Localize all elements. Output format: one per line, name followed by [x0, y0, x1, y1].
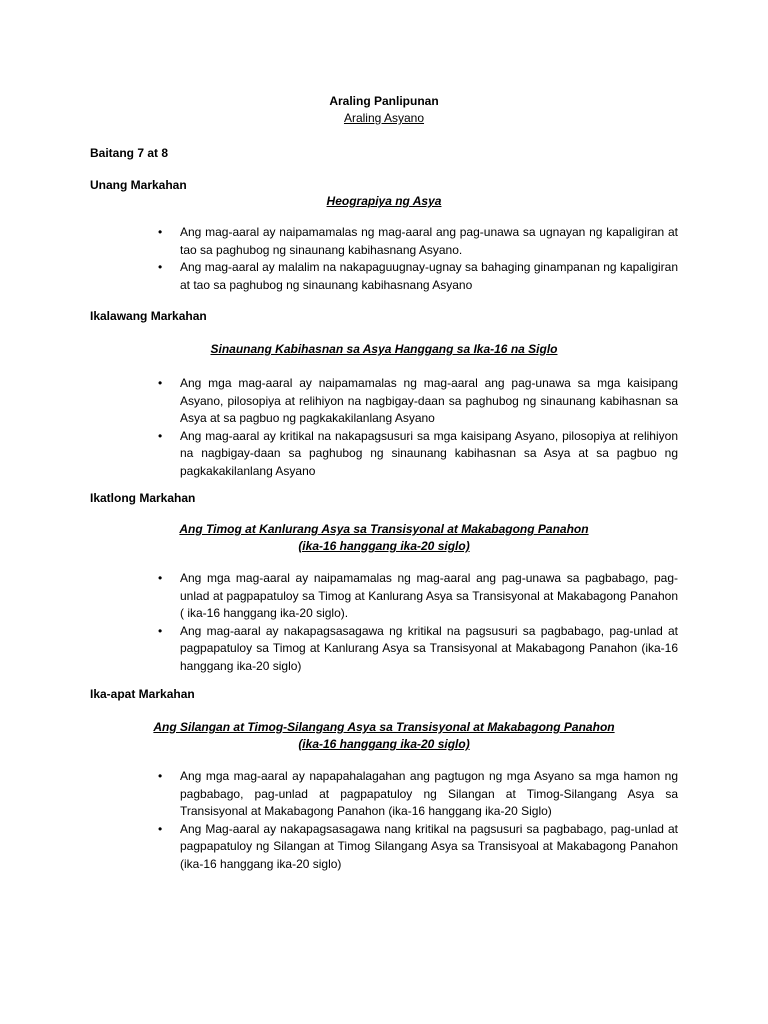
- list-item-text: Ang mga mag-aaral ay naipamamalas ng mag-aaral ang pag-unawa sa pagbabago, pag-unlad at pagpapatuloy sa Timog at Kanlurang Asya sa Transisyonal at Makabagong Panahon ( ika-16 hanggang ika-20 siglo).: [180, 571, 678, 620]
- quarter-4-heading: Ang Silangan at Timog-Silangang Asya sa Transisyonal at Makabagong Panahon: [153, 720, 615, 734]
- list-item-text: Ang mag-aaral ay malalim na nakapaguugnay-ugnay sa bahaging ginampanan ng kapaligiran at tao sa paghubog ng sinaunang kabihasnang Asyano: [180, 260, 678, 292]
- list-item-text: Ang mga mag-aaral ay napapahalagahan ang pagtugon ng mga Asyano sa mga hamon ng pagbabago, pag-unlad at pagpapatuloy ng Silangan at Timog-Silangang Asya sa Transisyonal at Makabagong Panahon (ika-16 hanggang ika-20 Siglo): [180, 769, 678, 818]
- bullet-icon: •: [158, 225, 163, 239]
- bullet-icon: •: [158, 821, 163, 836]
- quarter-4-label: Ika-apat Markahan: [90, 687, 195, 701]
- quarter-2-bullet-list: [90, 375, 678, 480]
- list-item-text: Ang mga mag-aaral ay naipamamalas ng mag-aaral ang pag-unawa sa mga kaisipang Asyano, pilosopiya at relihiyon na nagbigay-daan sa paghubog ng sinaunang kabihasnan sa Asya at sa pagbuo ng pagkakakilanlang Asyano: [180, 376, 678, 425]
- document-title: Araling Panlipunan: [329, 94, 439, 108]
- quarter-4-heading-line2: (ika-16 hanggang ika-20 siglo): [298, 737, 470, 751]
- list-item: [90, 375, 678, 428]
- bullet-icon: •: [158, 376, 163, 390]
- quarter-1-heading: Heograpiya ng Asya: [326, 194, 442, 208]
- bullet-icon: •: [158, 769, 163, 783]
- list-item-text: Ang mag-aaral ay nakapagsasagawa ng kritikal na pagsusuri sa pagbabago, pag-unlad at pagpapatuloy sa Timog at Kanlurang Asya sa Transisyonal at Makabagong Panahon (ika-16 hanggang ika-20 siglo): [180, 623, 678, 673]
- quarter-1-bullet-list: [90, 224, 678, 294]
- list-item: [90, 623, 678, 676]
- list-item-text: Ang mag-aaral ay kritikal na nakapagsusuri sa mga kaisipang Asyano, pilosopiya at relihiyon na nagbigay-daan sa paghubog ng sinaunang kabihasnan sa Asya at sa pagbuo ng pagkakakilanlang Asyano: [180, 428, 678, 478]
- list-item: [90, 570, 678, 623]
- list-item: [90, 428, 678, 481]
- quarter-4-bullet-list: [90, 768, 678, 873]
- grade-label: Baitang 7 at 8: [90, 146, 169, 160]
- quarter-3-heading-line2: (ika-16 hanggang ika-20 siglo): [298, 539, 470, 553]
- list-item: [90, 259, 678, 294]
- quarter-2-label: Ikalawang Markahan: [90, 309, 207, 323]
- bullet-icon: •: [158, 571, 163, 585]
- list-item: [90, 768, 678, 821]
- bullet-icon: •: [158, 428, 163, 443]
- list-item-text: Ang mag-aaral ay naipamamalas ng mag-aaral ang pag-unawa sa ugnayan ng kapaligiran at tao sa paghubog ng sinaunang kabihasnang Asyano.: [180, 225, 678, 257]
- list-item: [90, 224, 678, 259]
- quarter-3-bullet-list: [90, 570, 678, 675]
- quarter-2-heading: Sinaunang Kabihasnan sa Asya Hanggang sa Ika-16 na Siglo: [210, 342, 558, 356]
- bullet-icon: •: [158, 260, 163, 274]
- document-subtitle: Araling Asyano: [343, 111, 425, 125]
- bullet-icon: •: [158, 623, 163, 638]
- list-item-text: Ang Mag-aaral ay nakapagsasagawa nang kritikal na pagsusuri sa pagbabago, pag-unlad at pagpapatuloy ng Silangan at Timog Silangang Asya sa Transisyoal at Makabagong Panahon (ika-16 hanggang ika-20 siglo): [180, 821, 678, 871]
- list-item: [90, 821, 678, 874]
- quarter-3-heading: Ang Timog at Kanlurang Asya sa Transisyonal at Makabagong Panahon: [179, 522, 589, 536]
- quarter-1-label: Unang Markahan: [90, 178, 187, 192]
- quarter-3-label: Ikatlong Markahan: [90, 491, 196, 505]
